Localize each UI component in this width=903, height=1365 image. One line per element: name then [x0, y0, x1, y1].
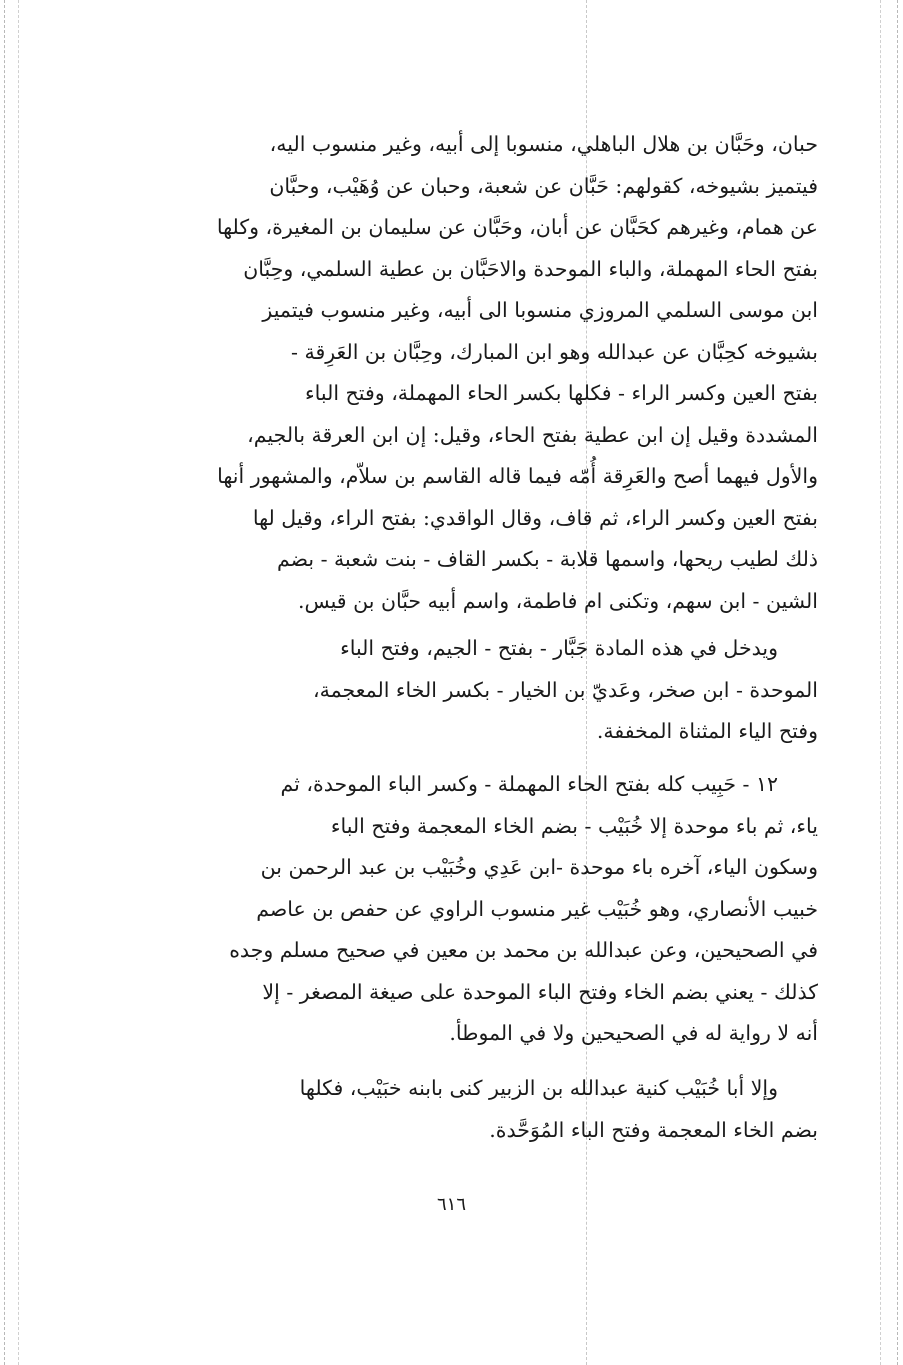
text-line: وإلا أبا خُبَيْب كنية عبدالله بن الزبير كنى بابنه خبَيْب، فكلها	[299, 1076, 778, 1100]
text-line: خبيب الأنصاري، وهو خُبَيْب غير منسوب الراوي عن حفص بن عاصم	[256, 896, 818, 921]
text-line: بفتح العين وكسر الراء، ثم قاف، وقال الواقدي: بفتح الراء، وقيل لها	[252, 505, 818, 530]
text-line: ويدخل في هذه المادة جَبَّار - بفتح - الجيم، وفتح الباء	[340, 636, 778, 660]
text-line: الشين - ابن سهم، وتكنى ام فاطمة، واسم أبيه حبَّان بن قيس.	[297, 588, 818, 613]
text-line: أنه لا رواية له في الصحيحين ولا في الموطأ.	[449, 1021, 818, 1045]
margin-guide-line	[4, 0, 5, 1365]
text-line: ابن موسى السلمي المروزي منسوبا الى أبيه، وغير منسوب فيتميز	[262, 298, 818, 322]
text-line: ذلك لطيب ريحها، واسمها قلابة - بكسر القاف - بنت شعبة - بضم	[276, 547, 818, 571]
text-line: ياء، ثم باء موحدة إلا خُبَيْب - بضم الخاء المعجمة وفتح الباء	[330, 813, 818, 838]
margin-guide-line	[897, 0, 898, 1365]
text-line: المشددة وقيل إن ابن عطية بفتح الحاء، وقيل: إن ابن العرقة بالجيم،	[247, 422, 818, 447]
text-line: وفتح الياء المثناة المخففة.	[596, 719, 818, 743]
paragraph-habban	[92, 124, 818, 622]
text-line: بضم الخاء المعجمة وفتح الباء المُوَحَّدة.	[489, 1117, 818, 1142]
text-line: ١٢ - حَبِيب كله بفتح الحاء المهملة - وكسر الباء الموحدة، ثم	[280, 772, 778, 796]
text-line: بفتح العين وكسر الراء - فكلها بكسر الحاء المهملة، وفتح الباء	[305, 381, 818, 405]
text-line: كذلك - يعني بضم الخاء وفتح الباء الموحدة على صيغة المصغر - إلا	[262, 979, 818, 1004]
text-line: بشيوخه كحِبَّان عن عبدالله وهو ابن المبارك، وحِبَّان بن العَرِقة -	[291, 339, 818, 364]
text-line: فيتميز بشيوخه، كقولهم: حَبَّان عن شعبة، وحبان عن وُهَيْب، وحبَّان	[269, 173, 818, 198]
text-line: في الصحيحين، وعن عبدالله بن محمد بن معين في صحيح مسلم وجده	[229, 938, 818, 962]
margin-guide-line	[880, 0, 881, 1365]
text-line: بفتح الحاء المهملة، والباء الموحدة والاحَبَّان بن عطية السلمي، وحِبَّان	[243, 256, 818, 281]
text-line: وسكون الياء، آخره باء موحدة -ابن عَدِي وخُبَيْب بن عبد الرحمن بن	[260, 855, 818, 879]
paragraph-jabbar	[92, 628, 818, 753]
margin-guide-line	[18, 0, 19, 1365]
text-line: الموحدة - ابن صخر، وعَديّ بن الخيار - بكسر الخاء المعجمة،	[313, 677, 818, 702]
page-number: ٦١٦	[436, 1194, 466, 1215]
paragraph-habib	[92, 764, 818, 1055]
text-line: حبان، وحَبَّان بن هلال الباهلي، منسوبا إلى أبيه، وغير منسوب اليه،	[269, 132, 818, 156]
paragraph-abu-khubayb	[92, 1068, 818, 1151]
text-line: والأول فيهما أصح والعَرِقة أُمّه فيما قاله القاسم بن سلاّم، والمشهور أنها	[217, 464, 818, 488]
text-line: عن همام، وغيرهم كحَبَّان عن أبان، وحَبَّان عن سليمان بن المغيرة، وكلها	[216, 215, 818, 239]
